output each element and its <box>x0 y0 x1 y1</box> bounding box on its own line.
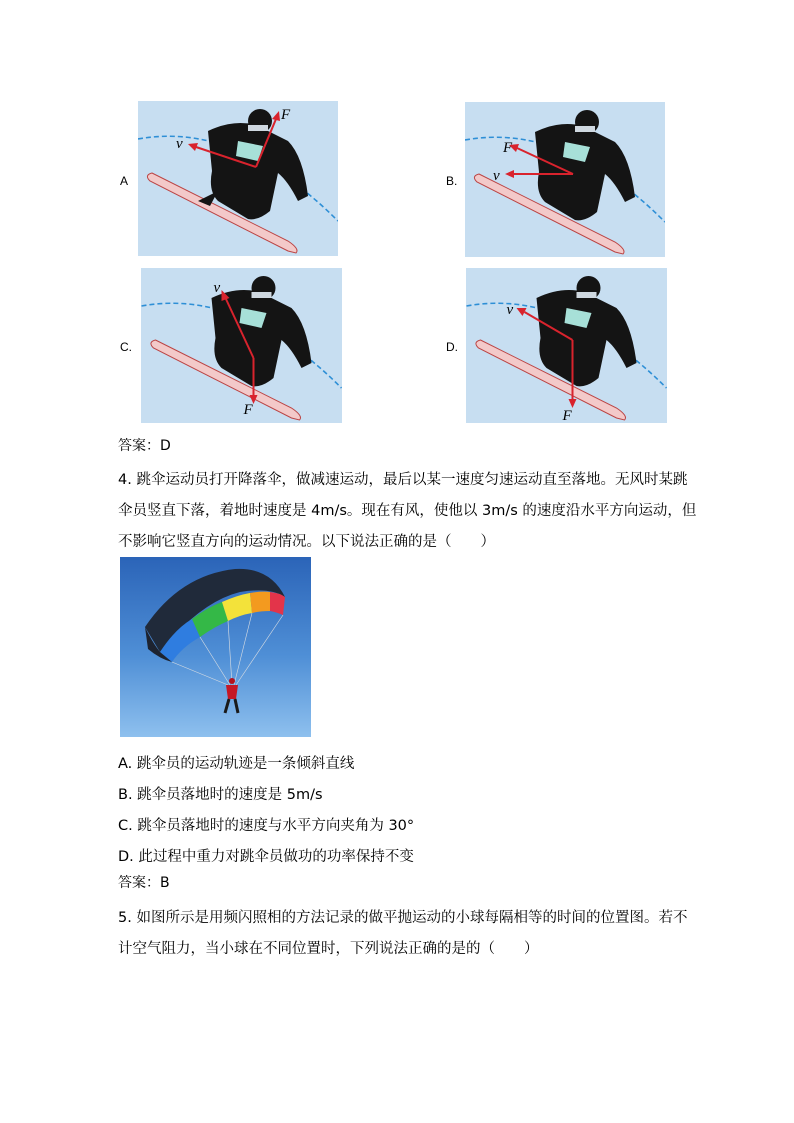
snowboarder-illustration-d <box>466 268 667 423</box>
option-letter-a: A <box>120 174 129 188</box>
snowboarder-illustration-b <box>465 102 665 257</box>
q4-option-d: D. 此过程中重力对跳伞员做功的功率保持不变 <box>118 849 414 865</box>
q4-option-a: A. 跳伞员的运动轨迹是一条倾斜直线 <box>118 756 355 772</box>
q5-line-1: 5. 如图所示是用频闪照相的方法记录的做平抛运动的小球每隔相等的时间的位置图。若不 <box>118 910 688 926</box>
snowboarder-figure-b <box>465 102 665 257</box>
option-letter-c: C. <box>120 340 132 354</box>
q5-line-2: 计空气阻力，当小球在不同位置时，下列说法正确的是的（ ） <box>118 941 539 957</box>
velocity-label-a: v <box>176 136 183 152</box>
option-letter-b: B. <box>446 174 458 188</box>
velocity-label-d: v <box>506 302 514 318</box>
snowboarder-figure-c <box>141 268 342 423</box>
force-label-c: F <box>243 402 253 418</box>
snowboarder-figure-a <box>138 101 338 256</box>
q4-line-3: 不影响它竖直方向的运动情况。以下说法正确的是（ ） <box>118 534 495 550</box>
force-label-b: F <box>503 140 513 156</box>
q4-option-b: B. 跳伞员落地时的速度是 5m/s <box>118 787 323 803</box>
snowboarder-illustration-a <box>138 101 338 256</box>
velocity-label-c: v <box>213 280 221 296</box>
q4-line-1: 4. 跳伞运动员打开降落伞，做减速运动，最后以某一速度匀速运动直至落地。无风时某跳 <box>118 472 688 488</box>
force-label-d: F <box>562 408 572 423</box>
force-label-a: F <box>281 107 291 123</box>
parachute-photo <box>120 557 311 737</box>
q4-line-2: 伞员竖直下落，着地时速度是 4m/s。现在有风，使他以 3m/s 的速度沿水平方向运动，但 <box>118 503 697 519</box>
q4-option-c: C. 跳伞员落地时的速度与水平方向夹角为 30° <box>118 818 415 834</box>
snowboarder-figure-d <box>466 268 667 423</box>
q3-answer: 答案：D <box>118 438 171 454</box>
parachute-illustration <box>120 557 311 737</box>
velocity-label-b: v <box>493 168 500 184</box>
snowboarder-illustration-c <box>141 268 342 423</box>
q4-answer: 答案：B <box>118 875 170 891</box>
option-letter-d: D. <box>446 340 458 354</box>
